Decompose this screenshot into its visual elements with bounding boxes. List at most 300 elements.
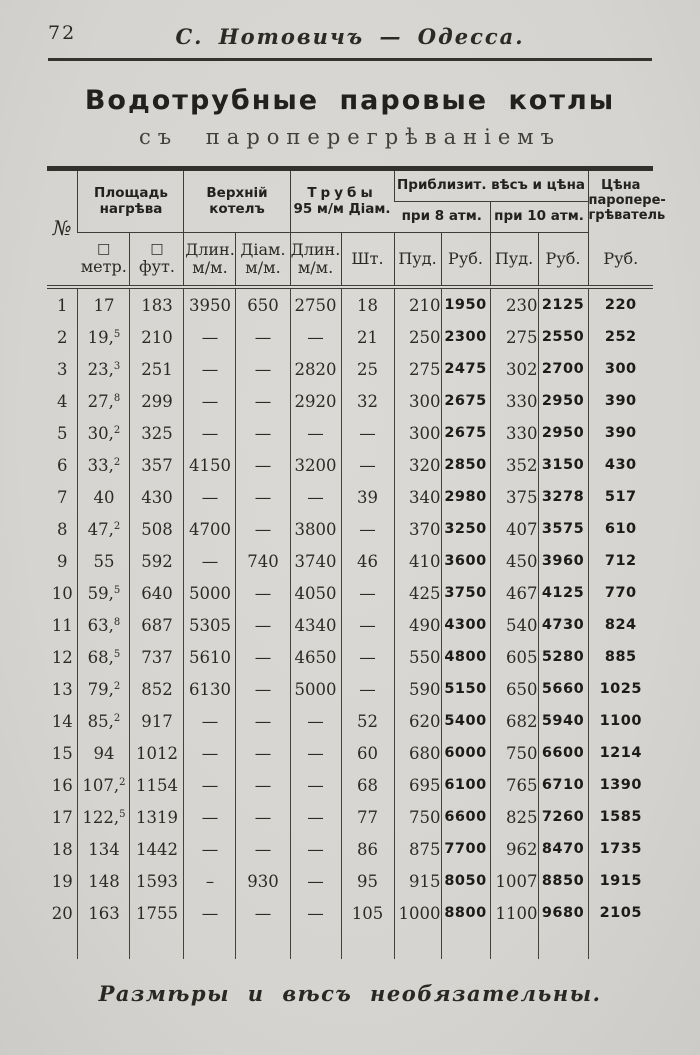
cell-pud-8atm: 210 <box>394 287 441 321</box>
cell-boiler-length: — <box>184 897 236 929</box>
cell-tube-count: 60 <box>341 737 394 769</box>
cell-tube-length: 3800 <box>290 513 341 545</box>
cell-no: 13 <box>51 679 73 699</box>
cell-boiler-length: 4150 <box>184 449 236 481</box>
cell-superheater-price: 1025 <box>588 673 653 705</box>
cell-rub-8atm: 2300 <box>441 321 490 353</box>
cell-area-ft: 1755 <box>130 897 184 929</box>
column-group-at-8-atm: при 8 атм. <box>394 202 490 233</box>
cell-tube-length: — <box>290 865 341 897</box>
cell-pud-10atm: 275 <box>490 321 538 353</box>
cell-no: 8 <box>56 519 68 539</box>
cell-boiler-length: — <box>184 705 236 737</box>
cell-area-m: 85,$^2$ <box>78 705 130 737</box>
cell-rub-8atm: 8050 <box>441 865 490 897</box>
cell-pud-8atm: 275 <box>394 353 441 385</box>
cell-boiler-diam: — <box>236 641 290 673</box>
cell-boiler-diam: — <box>236 705 290 737</box>
cell-tube-count: — <box>341 673 394 705</box>
cell-tube-count: — <box>341 577 394 609</box>
table-row <box>47 769 653 801</box>
cell-pud-10atm: 825 <box>490 801 538 833</box>
cell-rub-8atm: 1950 <box>441 287 490 321</box>
mm-label: м/м. <box>192 258 228 277</box>
cell-superheater-price: 824 <box>588 609 653 641</box>
cell-boiler-length: — <box>184 481 236 513</box>
cell-rub-8atm: 6600 <box>441 801 490 833</box>
cell-pud-8atm: 620 <box>394 705 441 737</box>
superheater-price-line3: грѣватель <box>588 208 666 224</box>
column-header-rub-superheater: Руб. <box>588 233 653 288</box>
cell-boiler-length: — <box>184 833 236 865</box>
cell-pud-10atm: 467 <box>490 577 538 609</box>
mm-label: м/м. <box>297 258 334 277</box>
cell-boiler-diam: — <box>236 897 290 929</box>
cell-tube-length: 5000 <box>290 673 341 705</box>
cell-tube-length: — <box>290 481 341 513</box>
cell-pud-10atm: 765 <box>490 769 538 801</box>
cell-rub-8atm: 2675 <box>441 417 490 449</box>
cell-no: 15 <box>51 743 73 763</box>
cell-tube-length: — <box>290 705 341 737</box>
cell-tube-count: 77 <box>341 801 394 833</box>
cell-area-ft: 1154 <box>130 769 184 801</box>
page-title: Водотрубные паровые котлы <box>84 85 616 116</box>
cell-boiler-length: — <box>184 545 236 577</box>
table-row <box>47 609 653 641</box>
cell-area-m: 148 <box>78 865 130 897</box>
cell-pud-8atm: 425 <box>394 577 441 609</box>
cell-pud-8atm: 370 <box>394 513 441 545</box>
cell-pud-8atm: 875 <box>394 833 441 865</box>
cell-area-ft: 737 <box>130 641 184 673</box>
cell-no: 12 <box>51 647 73 667</box>
cell-area-m: 23,$^3$ <box>78 353 130 385</box>
cell-no: 7 <box>56 487 68 507</box>
cell-tube-count: 32 <box>341 385 394 417</box>
cell-boiler-diam: — <box>236 513 290 545</box>
tubes-label: Трубы <box>307 184 377 201</box>
cell-pud-10atm: 450 <box>490 545 538 577</box>
cell-rub-10atm: 2950 <box>538 417 588 449</box>
cell-pud-10atm: 352 <box>490 449 538 481</box>
cell-tube-length: 3740 <box>290 545 341 577</box>
table-body <box>47 287 653 959</box>
cell-area-ft: 1012 <box>130 737 184 769</box>
cell-pud-8atm: 250 <box>394 321 441 353</box>
cell-rub-10atm: 5280 <box>538 641 588 673</box>
cell-rub-10atm: 5660 <box>538 673 588 705</box>
table-header <box>47 169 666 288</box>
cell-boiler-diam: — <box>236 801 290 833</box>
cell-boiler-length: 6130 <box>184 673 236 705</box>
cell-tube-count: — <box>341 417 394 449</box>
cell-pud-8atm: 695 <box>394 769 441 801</box>
square-foot-icon: □ <box>150 241 164 258</box>
cell-no: 17 <box>51 807 73 827</box>
cell-pud-8atm: 320 <box>394 449 441 481</box>
cell-rub-10atm: 3575 <box>538 513 588 545</box>
cell-pud-8atm: 750 <box>394 801 441 833</box>
table-row <box>47 287 653 321</box>
cell-rub-8atm: 7700 <box>441 833 490 865</box>
cell-tube-count: — <box>341 449 394 481</box>
cell-tube-length: 2820 <box>290 353 341 385</box>
cell-rub-8atm: 3250 <box>441 513 490 545</box>
cell-area-m: 79,$^2$ <box>78 673 130 705</box>
cell-pud-10atm: 375 <box>490 481 538 513</box>
column-group-tubes <box>290 169 394 233</box>
cell-superheater-price: 1915 <box>588 865 653 897</box>
cell-boiler-length: — <box>184 769 236 801</box>
cell-tube-count: — <box>341 641 394 673</box>
cell-area-m: 134 <box>78 833 130 865</box>
cell-pud-10atm: 407 <box>490 513 538 545</box>
cell-superheater-price: 220 <box>588 287 653 321</box>
cell-rub-8atm: 3750 <box>441 577 490 609</box>
cell-rub-10atm: 4125 <box>538 577 588 609</box>
spacer-cell <box>538 929 588 959</box>
cell-no: 14 <box>51 711 73 731</box>
table-bottom-spacer <box>47 929 653 959</box>
cell-rub-8atm: 5150 <box>441 673 490 705</box>
cell-boiler-length: — <box>184 417 236 449</box>
column-header-tube-count: Шт. <box>341 233 394 288</box>
diameter-label: Діам. <box>240 240 286 260</box>
spacer-cell <box>130 929 184 959</box>
cell-no: 11 <box>51 615 73 635</box>
cell-superheater-price: 517 <box>588 481 653 513</box>
column-header-sq-feet <box>130 233 184 288</box>
cell-tube-count: 105 <box>341 897 394 929</box>
cell-pud-10atm: 962 <box>490 833 538 865</box>
cell-boiler-length: — <box>184 321 236 353</box>
cell-no: 6 <box>56 455 68 475</box>
cell-area-m: 33,$^2$ <box>78 449 130 481</box>
column-header-pud-8atm: Пуд. <box>394 233 441 288</box>
cell-superheater-price: 610 <box>588 513 653 545</box>
cell-area-ft: 508 <box>130 513 184 545</box>
table-row <box>47 417 653 449</box>
cell-area-m: 47,$^2$ <box>78 513 130 545</box>
column-group-upper-boiler: Верхній котелъ <box>184 169 290 233</box>
cell-pud-8atm: 340 <box>394 481 441 513</box>
cell-pud-10atm: 750 <box>490 737 538 769</box>
cell-superheater-price: 770 <box>588 577 653 609</box>
cell-boiler-diam: 650 <box>236 287 290 321</box>
cell-tube-length: 2750 <box>290 287 341 321</box>
column-header-rub-10atm: Руб. <box>538 233 588 288</box>
cell-rub-10atm: 8850 <box>538 865 588 897</box>
cell-boiler-diam: — <box>236 321 290 353</box>
table-row <box>47 545 653 577</box>
cell-boiler-diam: — <box>236 769 290 801</box>
cell-area-ft: 183 <box>130 287 184 321</box>
cell-area-ft: 357 <box>130 449 184 481</box>
cell-pud-8atm: 490 <box>394 609 441 641</box>
cell-boiler-length: 4700 <box>184 513 236 545</box>
cell-boiler-diam: — <box>236 577 290 609</box>
cell-tube-length: 2920 <box>290 385 341 417</box>
spacer-cell <box>184 929 236 959</box>
cell-boiler-diam: — <box>236 385 290 417</box>
cell-no: 10 <box>51 583 73 603</box>
cell-no: 1 <box>56 295 68 315</box>
table-row <box>47 801 653 833</box>
tubes-diameter-label: 95 м/м Діам. <box>293 200 391 217</box>
cell-tube-count: 18 <box>341 287 394 321</box>
cell-superheater-price: 1214 <box>588 737 653 769</box>
cell-tube-count: 86 <box>341 833 394 865</box>
column-header-boiler-length <box>184 233 236 288</box>
spacer-cell <box>341 929 394 959</box>
cell-area-m: 59,$^5$ <box>78 577 130 609</box>
cell-rub-10atm: 6710 <box>538 769 588 801</box>
cell-area-m: 55 <box>78 545 130 577</box>
cell-area-m: 122,$^5$ <box>78 801 130 833</box>
cell-rub-10atm: 8470 <box>538 833 588 865</box>
cell-superheater-price: 300 <box>588 353 653 385</box>
cell-pud-8atm: 915 <box>394 865 441 897</box>
cell-area-ft: 210 <box>130 321 184 353</box>
cell-tube-count: — <box>341 609 394 641</box>
cell-rub-10atm: 7260 <box>538 801 588 833</box>
cell-rub-8atm: 8800 <box>441 897 490 929</box>
cell-tube-count: — <box>341 513 394 545</box>
cell-area-ft: 687 <box>130 609 184 641</box>
cell-area-ft: 1319 <box>130 801 184 833</box>
cell-pud-10atm: 1100 <box>490 897 538 929</box>
cell-rub-10atm: 5940 <box>538 705 588 737</box>
cell-area-ft: 640 <box>130 577 184 609</box>
cell-no: 9 <box>56 551 68 571</box>
cell-pud-10atm: 540 <box>490 609 538 641</box>
cell-boiler-diam: — <box>236 609 290 641</box>
cell-tube-length: — <box>290 897 341 929</box>
cell-area-ft: 1593 <box>130 865 184 897</box>
column-group-superheater-price <box>588 169 666 233</box>
cell-pud-8atm: 300 <box>394 417 441 449</box>
table-row <box>47 641 653 673</box>
cell-boiler-diam: — <box>236 673 290 705</box>
square-meter-icon: □ <box>97 241 111 258</box>
cell-area-ft: 592 <box>130 545 184 577</box>
cell-area-m: 40 <box>78 481 130 513</box>
cell-pud-8atm: 680 <box>394 737 441 769</box>
cell-boiler-diam: — <box>236 449 290 481</box>
cell-no: 19 <box>51 871 73 891</box>
cell-pud-10atm: 302 <box>490 353 538 385</box>
table-row <box>47 353 653 385</box>
cell-boiler-length: 5610 <box>184 641 236 673</box>
boiler-table <box>47 166 666 959</box>
cell-tube-count: 46 <box>341 545 394 577</box>
cell-superheater-price: 1390 <box>588 769 653 801</box>
table-row <box>47 865 653 897</box>
cell-superheater-price: 1585 <box>588 801 653 833</box>
cell-rub-10atm: 2700 <box>538 353 588 385</box>
table-row <box>47 321 653 353</box>
cell-rub-10atm: 6600 <box>538 737 588 769</box>
cell-area-m: 17 <box>78 287 130 321</box>
cell-rub-8atm: 6100 <box>441 769 490 801</box>
page-subtitle: съ пароперегрѣваніемъ <box>139 125 561 149</box>
cell-boiler-length: — <box>184 353 236 385</box>
cell-tube-count: 52 <box>341 705 394 737</box>
table-row <box>47 897 653 929</box>
cell-superheater-price: 252 <box>588 321 653 353</box>
table-row <box>47 705 653 737</box>
cell-no: 18 <box>51 839 73 859</box>
column-header-sq-meters <box>78 233 130 288</box>
cell-tube-length: — <box>290 833 341 865</box>
cell-rub-10atm: 2125 <box>538 287 588 321</box>
cell-area-ft: 299 <box>130 385 184 417</box>
cell-area-m: 94 <box>78 737 130 769</box>
cell-area-m: 27,$^8$ <box>78 385 130 417</box>
table-row <box>47 737 653 769</box>
cell-boiler-length: — <box>184 801 236 833</box>
cell-area-m: 30,$^2$ <box>78 417 130 449</box>
cell-pud-8atm: 550 <box>394 641 441 673</box>
cell-area-ft: 917 <box>130 705 184 737</box>
cell-rub-8atm: 2475 <box>441 353 490 385</box>
cell-tube-length: — <box>290 737 341 769</box>
cell-boiler-length: – <box>184 865 236 897</box>
mm-label: м/м. <box>245 258 281 277</box>
feet-label: фут. <box>139 257 175 277</box>
cell-pud-10atm: 605 <box>490 641 538 673</box>
cell-tube-count: 21 <box>341 321 394 353</box>
cell-tube-length: — <box>290 769 341 801</box>
cell-rub-8atm: 6000 <box>441 737 490 769</box>
cell-superheater-price: 430 <box>588 449 653 481</box>
cell-boiler-length: 5305 <box>184 609 236 641</box>
cell-pud-10atm: 230 <box>490 287 538 321</box>
table-row <box>47 673 653 705</box>
cell-tube-count: 25 <box>341 353 394 385</box>
cell-area-m: 68,$^5$ <box>78 641 130 673</box>
spacer-cell <box>290 929 341 959</box>
cell-boiler-length: 5000 <box>184 577 236 609</box>
cell-area-ft: 852 <box>130 673 184 705</box>
cell-tube-count: 95 <box>341 865 394 897</box>
cell-superheater-price: 885 <box>588 641 653 673</box>
spacer-cell <box>394 929 441 959</box>
cell-rub-8atm: 5400 <box>441 705 490 737</box>
cell-boiler-diam: — <box>236 737 290 769</box>
table-row <box>47 577 653 609</box>
cell-pud-10atm: 330 <box>490 385 538 417</box>
spacer-cell <box>236 929 290 959</box>
table-row <box>47 833 653 865</box>
cell-no: 20 <box>51 903 73 923</box>
footer-note: Размѣры и вѣсъ необязательны. <box>98 981 602 1006</box>
running-title: С. Нотовичъ — Одесса. <box>175 24 525 49</box>
cell-rub-8atm: 2980 <box>441 481 490 513</box>
cell-superheater-price: 390 <box>588 385 653 417</box>
cell-rub-10atm: 2550 <box>538 321 588 353</box>
cell-rub-8atm: 4300 <box>441 609 490 641</box>
cell-rub-10atm: 3960 <box>538 545 588 577</box>
cell-no: 3 <box>56 359 68 379</box>
cell-pud-8atm: 590 <box>394 673 441 705</box>
cell-rub-8atm: 2675 <box>441 385 490 417</box>
column-header-tube-length <box>290 233 341 288</box>
meters-label: метр. <box>80 257 127 277</box>
cell-pud-8atm: 410 <box>394 545 441 577</box>
header-rule <box>48 58 652 61</box>
cell-area-m: 163 <box>78 897 130 929</box>
superheater-price-line2: паропере- <box>588 193 666 209</box>
cell-boiler-diam: — <box>236 481 290 513</box>
cell-area-ft: 430 <box>130 481 184 513</box>
cell-superheater-price: 1735 <box>588 833 653 865</box>
cell-tube-length: 4340 <box>290 609 341 641</box>
cell-tube-length: — <box>290 801 341 833</box>
cell-pud-10atm: 650 <box>490 673 538 705</box>
cell-boiler-diam: — <box>236 833 290 865</box>
cell-no: 16 <box>51 775 73 795</box>
cell-area-ft: 1442 <box>130 833 184 865</box>
cell-area-m: 19,$^5$ <box>78 321 130 353</box>
cell-rub-10atm: 4730 <box>538 609 588 641</box>
cell-superheater-price: 390 <box>588 417 653 449</box>
spacer-cell <box>78 929 130 959</box>
spacer-cell <box>490 929 538 959</box>
column-header-boiler-diameter <box>236 233 290 288</box>
cell-no: 2 <box>56 327 68 347</box>
cell-area-m: 63,$^8$ <box>78 609 130 641</box>
cell-superheater-price: 712 <box>588 545 653 577</box>
cell-area-ft: 325 <box>130 417 184 449</box>
cell-boiler-diam: — <box>236 417 290 449</box>
column-group-heating-area: Площадь нагрѣва <box>78 169 184 233</box>
page-header <box>0 0 700 54</box>
cell-no: 4 <box>56 391 68 411</box>
cell-boiler-length: 3950 <box>184 287 236 321</box>
cell-pud-10atm: 1007 <box>490 865 538 897</box>
cell-pud-10atm: 682 <box>490 705 538 737</box>
cell-rub-10atm: 3150 <box>538 449 588 481</box>
spacer-cell <box>588 929 653 959</box>
cell-pud-8atm: 1000 <box>394 897 441 929</box>
cell-rub-8atm: 2850 <box>441 449 490 481</box>
cell-rub-10atm: 9680 <box>538 897 588 929</box>
column-header-rub-8atm: Руб. <box>441 233 490 288</box>
cell-tube-length: — <box>290 417 341 449</box>
cell-rub-8atm: 3600 <box>441 545 490 577</box>
spacer-cell <box>441 929 490 959</box>
cell-area-m: 107,$^2$ <box>78 769 130 801</box>
column-group-weight-price: Приблизит. вѣсъ и цѣна <box>394 169 588 202</box>
cell-area-ft: 251 <box>130 353 184 385</box>
cell-tube-count: 39 <box>341 481 394 513</box>
page-number: 72 <box>48 22 77 44</box>
superheater-price-line1: Цѣна <box>601 178 641 194</box>
cell-boiler-diam: 930 <box>236 865 290 897</box>
length-label: Длин. <box>185 240 235 260</box>
cell-tube-length: 4050 <box>290 577 341 609</box>
cell-superheater-price: 1100 <box>588 705 653 737</box>
cell-rub-10atm: 3278 <box>538 481 588 513</box>
column-header-number: № <box>47 169 78 288</box>
column-header-pud-10atm: Пуд. <box>490 233 538 288</box>
cell-tube-length: 3200 <box>290 449 341 481</box>
table-row <box>47 385 653 417</box>
column-group-at-10-atm: при 10 атм. <box>490 202 588 233</box>
cell-boiler-length: — <box>184 737 236 769</box>
